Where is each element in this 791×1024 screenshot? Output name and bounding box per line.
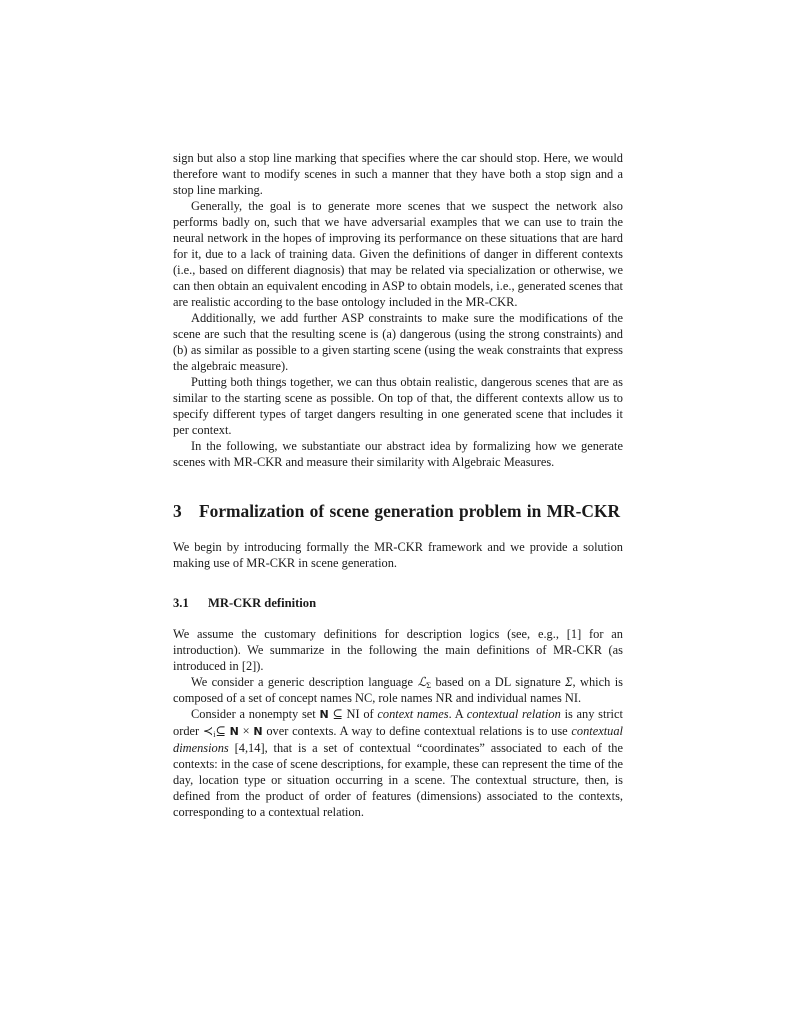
text-fragment: , which is composed of a set of concept names NC, role names NR and individual names NI. bbox=[173, 675, 623, 705]
math-set-n: N bbox=[319, 708, 329, 721]
math-subseteq: ⊆ bbox=[215, 724, 226, 738]
text-fragment: We consider a generic description language bbox=[191, 675, 414, 689]
paragraph-context-names bbox=[173, 706, 623, 820]
math-subscript: i bbox=[213, 730, 216, 739]
paper-page bbox=[173, 150, 623, 820]
section-title: Formalization of scene generation problem in MR-CKR bbox=[199, 501, 621, 521]
text-fragment: based on a DL signature bbox=[435, 675, 561, 689]
term-contextual-relation: contextual relation bbox=[466, 707, 561, 721]
paragraph-language bbox=[173, 674, 623, 706]
math-subscript: Σ bbox=[426, 681, 432, 690]
section-heading bbox=[173, 500, 623, 522]
text-fragment: is any strict order bbox=[173, 707, 623, 738]
math-language-symbol: ℒ bbox=[417, 674, 427, 689]
paragraph-combined: Putting both things together, we can thus obtain realistic, dangerous scenes that are as similar to the starting scene as possible. On top of that, the different contexts allow us to specify different types of target dangers resulting in one generated scene that includes it per context. bbox=[173, 375, 623, 437]
term-contextual-dimensions: contextual dimensions bbox=[173, 724, 623, 755]
text-fragment: . A bbox=[448, 707, 463, 721]
text-fragment: over contexts. A way to define contextual relations is to use bbox=[266, 724, 568, 738]
term-context-names: context names bbox=[377, 707, 449, 721]
section-intro: We begin by introducing formally the MR-CKR framework and we provide a solution making use of MR-CKR in scene generation. bbox=[173, 540, 623, 570]
math-times: × bbox=[242, 724, 250, 738]
math-sigma: Σ bbox=[565, 675, 573, 689]
text-fragment: Consider a nonempty set bbox=[191, 707, 316, 721]
paragraph-definitions: We assume the customary definitions for description logics (see, e.g., [1] for an introduction). We summarize in the following the main definitions of MR-CKR (as introduced in [2]). bbox=[173, 627, 623, 673]
math-set-n: N bbox=[229, 725, 239, 738]
text-fragment: ⊆ NI of bbox=[332, 707, 374, 721]
paragraph-asp-constraints: Additionally, we add further ASP constraints to make sure the modifications of the scene are such that the resulting scene is (a) dangerous (using the strong constraints) and (b) as similar as possible to a given starting scene (using the weak constraints that express the algebraic measure). bbox=[173, 311, 623, 373]
section-number: 3 bbox=[173, 501, 182, 521]
math-set-n: N bbox=[253, 725, 263, 738]
paragraph-following: In the following, we substantiate our abstract idea by formalizing how we generate scenes with MR-CKR and measure their similarity with Algebraic Measures. bbox=[173, 439, 623, 469]
subsection-heading bbox=[173, 595, 623, 611]
paragraph-continuation: sign but also a stop line marking that specifies where the car should stop. Here, we would therefore want to modify scenes in such a manner that they have both a stop sign and a stop line marking. bbox=[173, 151, 623, 197]
subsection-number: 3.1 bbox=[173, 596, 189, 610]
subsection-title: MR-CKR definition bbox=[208, 596, 317, 610]
math-prec: ≺ bbox=[202, 724, 214, 738]
paragraph-goal: Generally, the goal is to generate more scenes that we suspect the network also performs badly on, such that we have adversarial examples that we can use to train the neural network in the hopes of improving its performance on these situations that are hard for it, due to a lack of training data. Given the definitions of danger in different contexts (i.e., based on different diagnosis) that may be related via specialization or otherwise, we can then obtain an equivalent encoding in ASP to obtain models, i.e., generated scenes that are realistic according to the base ontology included in the MR-CKR. bbox=[173, 199, 623, 309]
text-fragment: [4,14], that is a set of contextual “coordinates” associated to each of the contexts: in the case of scene descriptions, for example, these can represent the time of the day, location type or situation occurring in a scene. The contextual structure, then, is defined from the product of order of features (dimensions) associated to the contexts, corresponding to a contextual relation. bbox=[173, 741, 623, 819]
